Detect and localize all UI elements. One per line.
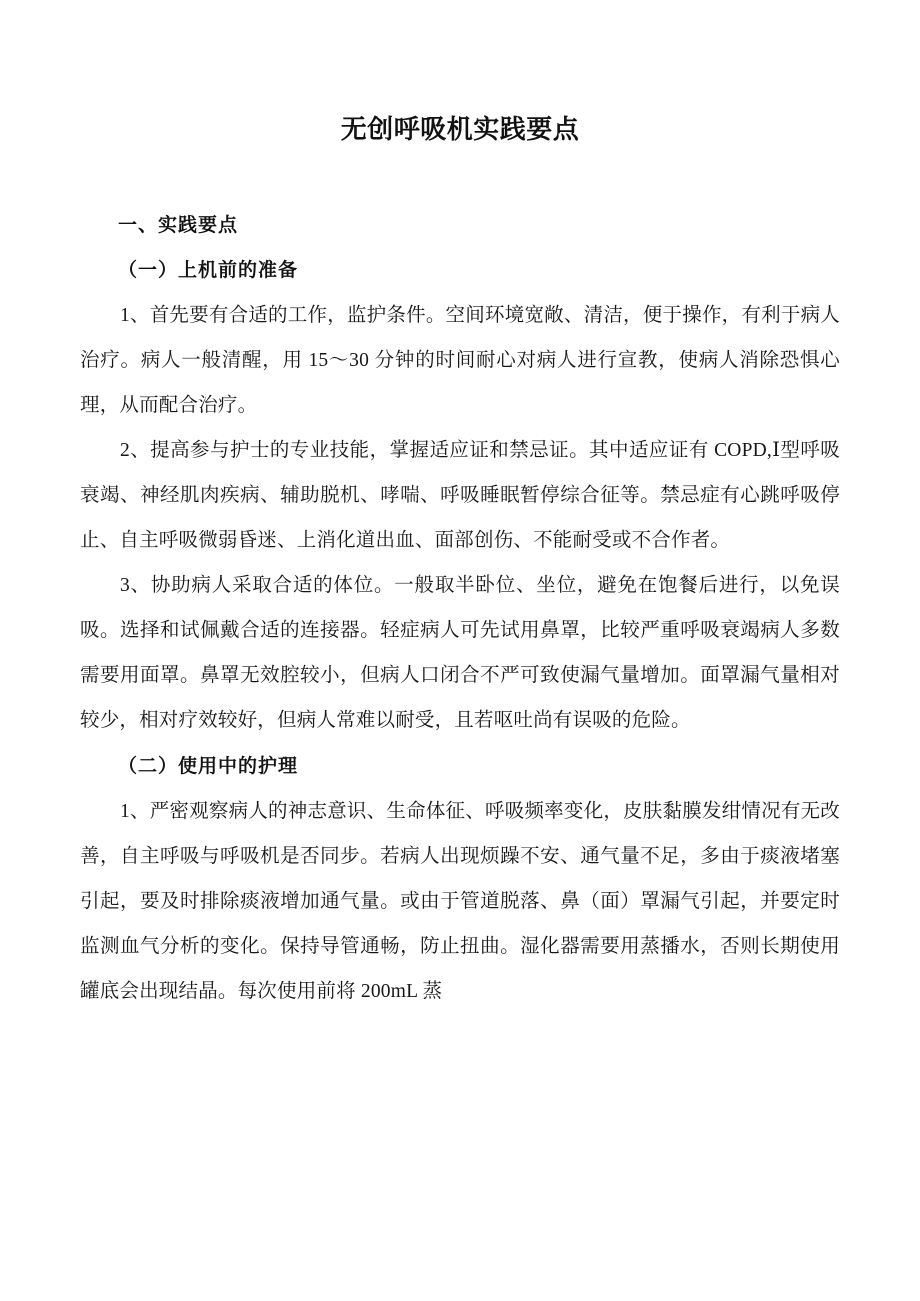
- paragraph: 1、严密观察病人的神志意识、生命体征、呼吸频率变化，皮肤黏膜发绀情况有无改善，自主呼吸与呼吸机是否同步。若病人出现烦躁不安、通气量不足，多由于痰液堵塞引起，要及时排除痰液增加通气量。或由于管道脱落、鼻（面）罩漏气引起，并要定时监测血气分析的变化。保持导管通畅，防止扭曲。湿化器需要用蒸播水，否则长期使用罐底会出现结晶。每次使用前将 200mL 蒸: [80, 801, 840, 1002]
- paragraph: 2、提高参与护士的专业技能，掌握适应证和禁忌证。其中适应证有 COPD,Ⅰ型呼吸衰竭、神经肌肉疾病、辅助脱机、哮喘、呼吸睡眠暂停综合征等。禁忌症有心跳呼吸停止、自主呼吸微弱昏迷、上消化道出血、面部创伤、不能耐受或不合作者。: [80, 440, 840, 551]
- paragraph: 1、首先要有合适的工作，监护条件。空间环境宽敞、清洁，便于操作，有利于病人治疗。病人一般清醒，用 15～30 分钟的时间耐心对病人进行宣教，使病人消除恐惧心理，从而配合治疗。: [80, 305, 840, 416]
- page-title: 无创呼吸机实践要点: [340, 115, 580, 145]
- paragraph: 3、协助病人采取合适的体位。一般取半卧位、坐位，避免在饱餐后进行，以免误吸。选择和试佩戴合适的连接器。轻症病人可先试用鼻罩，比较严重呼吸衰竭病人多数需要用面罩。鼻罩无效腔较小，但病人口闭合不严可致使漏气量增加。面罩漏气量相对较少，相对疗效较好，但病人常难以耐受，且若呕吐尚有误吸的危险。: [80, 575, 840, 731]
- subsection-heading-preparation: （一）上机前的准备: [118, 260, 299, 281]
- document-body: [80, 0, 840, 1014]
- section-heading-practice-points: 一、实践要点: [118, 215, 239, 236]
- subsection-heading-nursing-during-use: （二）使用中的护理: [118, 756, 299, 777]
